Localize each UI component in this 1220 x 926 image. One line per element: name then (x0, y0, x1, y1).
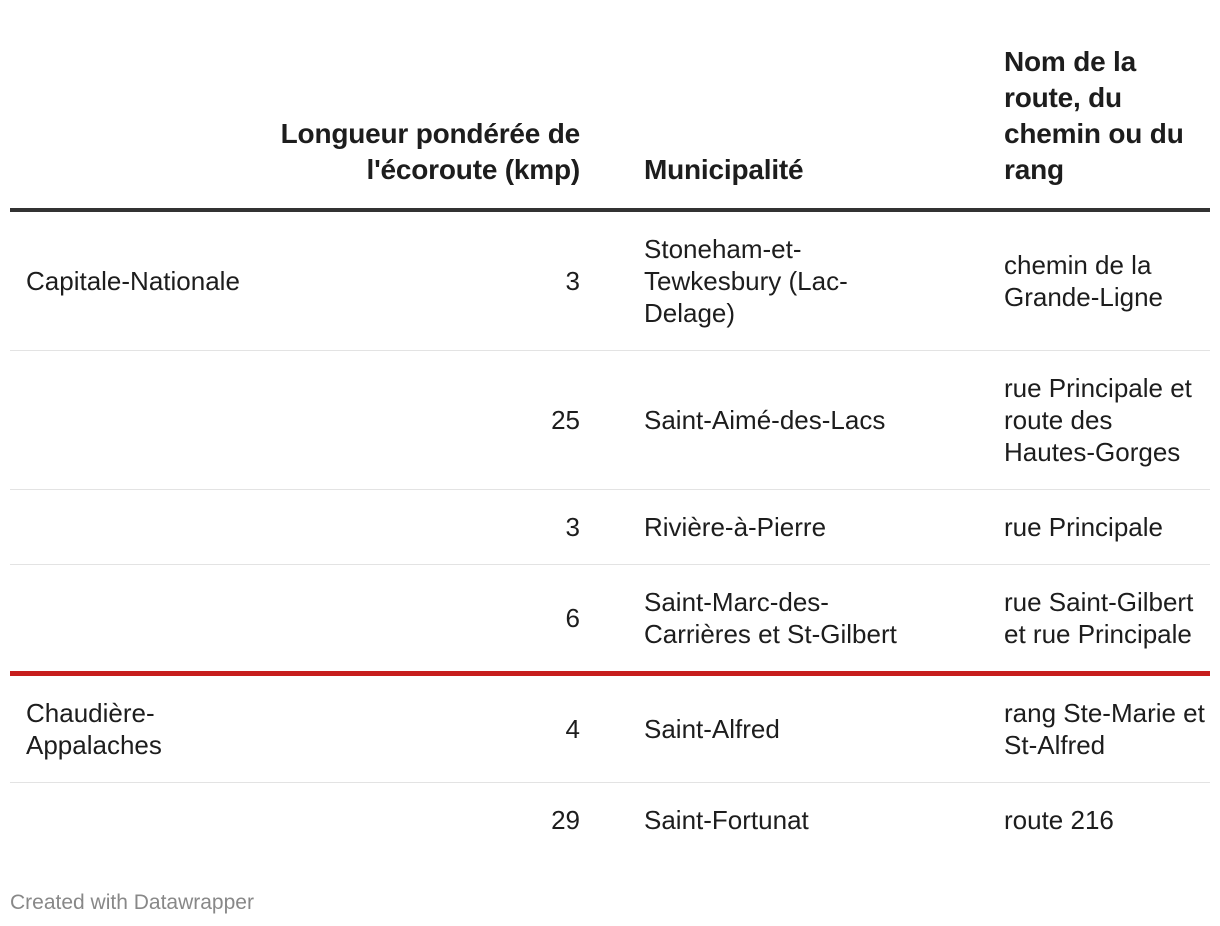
cell-region (10, 351, 260, 490)
cell-length: 29 (551, 805, 580, 835)
table-body (10, 210, 1210, 857)
column-header-road: Nom de la route, du chemin ou du rang (940, 0, 1210, 210)
cell-region (10, 565, 260, 674)
cell-municipality: Saint-Alfred (580, 674, 940, 783)
cell-municipality: Saint-Marc-des-Carrières et St-Gilbert (580, 565, 940, 674)
cell-road: rue Saint-Gilbert et rue Principale (940, 565, 1210, 674)
cell-length: 25 (260, 351, 580, 490)
table-row (10, 490, 1210, 565)
cell-municipality: Stoneham-et-Tewkesbury (Lac-Delage) (580, 210, 940, 351)
cell-length: 3 (260, 210, 580, 351)
cell-road: rue Principale et route des Hautes-Gorges (940, 351, 1210, 490)
data-table-container (10, 0, 1210, 857)
cell-road: rue Principale (940, 490, 1210, 565)
header-row (10, 0, 1210, 210)
cell-region (10, 490, 260, 565)
datawrapper-credit: Created with Datawrapper (10, 891, 254, 914)
cell-municipality: Rivière-à-Pierre (580, 490, 940, 565)
cell-region: Capitale-Nationale (10, 210, 260, 351)
cell-region (10, 783, 260, 858)
cell-region: Chaudière-Appalaches (10, 674, 260, 783)
cell-length: 6 (260, 565, 580, 674)
cell-road: rang Ste-Marie et St-Alfred (940, 674, 1210, 783)
column-header-region (10, 0, 260, 210)
table-row (10, 565, 1210, 674)
table-header (10, 0, 1210, 210)
cell-road: route 216 (1004, 805, 1114, 835)
cell-length: 3 (260, 490, 580, 565)
cell-length: 4 (260, 674, 580, 783)
table-row (10, 674, 1210, 783)
cell-road: chemin de la Grande-Ligne (940, 210, 1210, 351)
table-row (10, 351, 1210, 490)
table-row (10, 210, 1210, 351)
column-header-length: Longueur pondérée de l'écoroute (kmp) (260, 0, 580, 210)
column-header-municipality: Municipalité (580, 0, 940, 210)
cell-municipality: Saint-Fortunat (644, 805, 809, 835)
data-table (10, 0, 1210, 857)
cell-municipality: Saint-Aimé-des-Lacs (580, 351, 940, 490)
table-row (10, 783, 1210, 858)
